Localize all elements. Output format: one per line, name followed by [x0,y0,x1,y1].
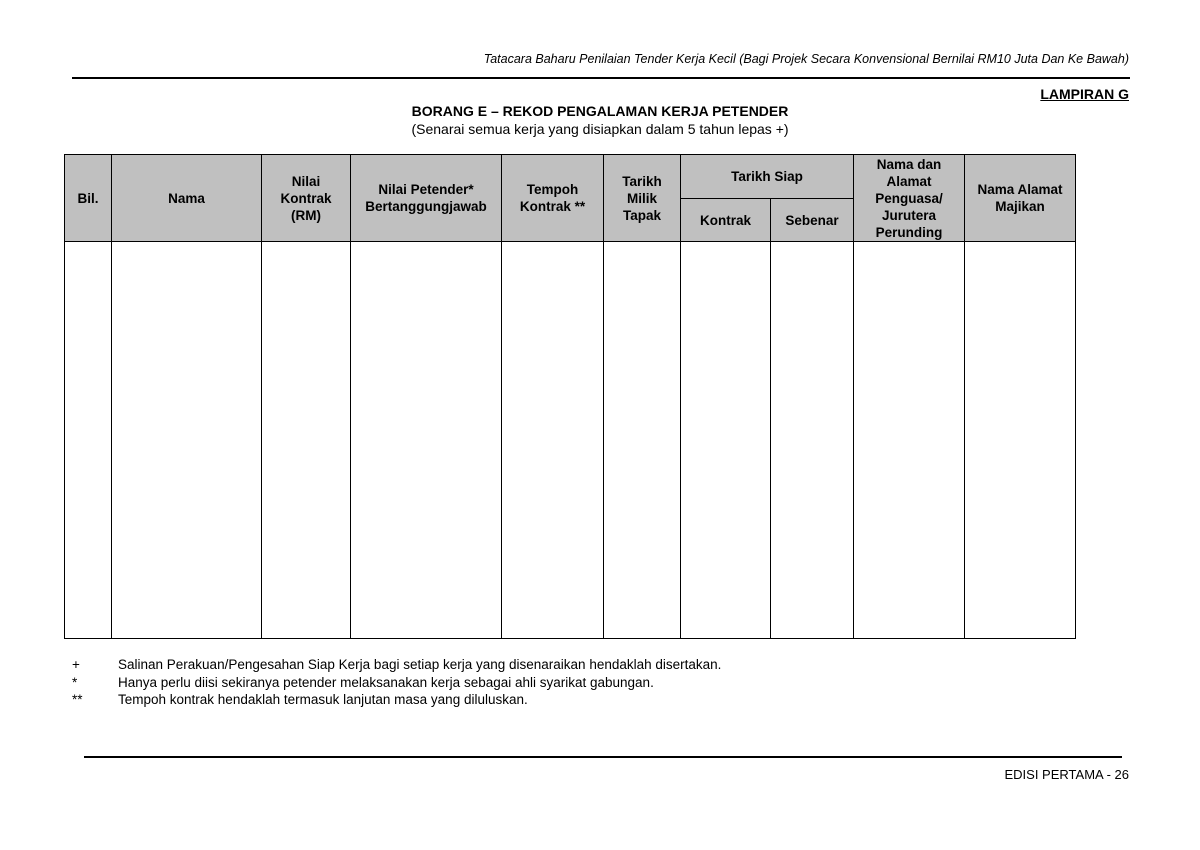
header-tarikh-siap: Tarikh Siap [681,155,854,199]
cell-nilai-kontrak[interactable] [262,242,351,639]
note-text: Tempoh kontrak hendaklah termasuk lanjutan masa yang diluluskan. [118,692,528,708]
cell-nilai-petender[interactable] [351,242,502,639]
header-nilai-kontrak: Nilai Kontrak (RM) [262,155,351,242]
notes-list [72,656,721,709]
cell-nama-alamat-majikan[interactable] [965,242,1076,639]
header-nama-alamat-penguasa: Nama dan Alamat Penguasa/ Jurutera Perunding [854,155,965,242]
cell-tarikh-siap-kontrak[interactable] [681,242,771,639]
experience-record-table [64,154,1076,639]
cell-tarikh-milik-tapak[interactable] [604,242,681,639]
cell-nama-alamat-penguasa[interactable] [854,242,965,639]
note-symbol: * [72,674,78,690]
note-text: Hanya perlu diisi sekiranya petender melaksanakan kerja sebagai ahli syarikat gabungan. [118,674,654,690]
header-nama: Nama [112,155,262,242]
header-rule [72,77,1130,79]
cell-bil[interactable] [65,242,112,639]
note-item [72,674,721,692]
attachment-label: LAMPIRAN G [1040,86,1129,102]
note-item [72,691,721,709]
note-symbol: ** [72,692,83,708]
cell-nama[interactable] [112,242,262,639]
table-row [65,242,1076,639]
cell-tempoh-kontrak[interactable] [502,242,604,639]
header-tempoh-kontrak: Tempoh Kontrak ** [502,155,604,242]
form-subtitle: (Senarai semua kerja yang disiapkan dalam 5 tahun lepas +) [411,121,789,137]
header-bil: Bil. [65,155,112,242]
note-text: Salinan Perakuan/Pengesahan Siap Kerja bagi setiap kerja yang disenaraikan hendaklah disertakan. [118,657,722,673]
running-header: Tatacara Baharu Penilaian Tender Kerja Kecil (Bagi Projek Secara Konvensional Bernilai RM10 Juta Dan Ke Bawah) [483,52,1129,66]
header-tarikh-siap-kontrak: Kontrak [681,199,771,242]
footer-rule [84,756,1122,758]
edition-footer: EDISI PERTAMA - 26 [1004,767,1129,782]
header-nama-alamat-majikan: Nama Alamat Majikan [965,155,1076,242]
cell-tarikh-siap-sebenar[interactable] [771,242,854,639]
header-nilai-petender: Nilai Petender* Bertanggungjawab [351,155,502,242]
note-item [72,656,721,674]
header-tarikh-milik-tapak: Tarikh Milik Tapak [604,155,681,242]
note-symbol: + [72,657,80,673]
header-tarikh-siap-sebenar: Sebenar [771,199,854,242]
form-title: BORANG E – REKOD PENGALAMAN KERJA PETENDER [411,103,789,119]
